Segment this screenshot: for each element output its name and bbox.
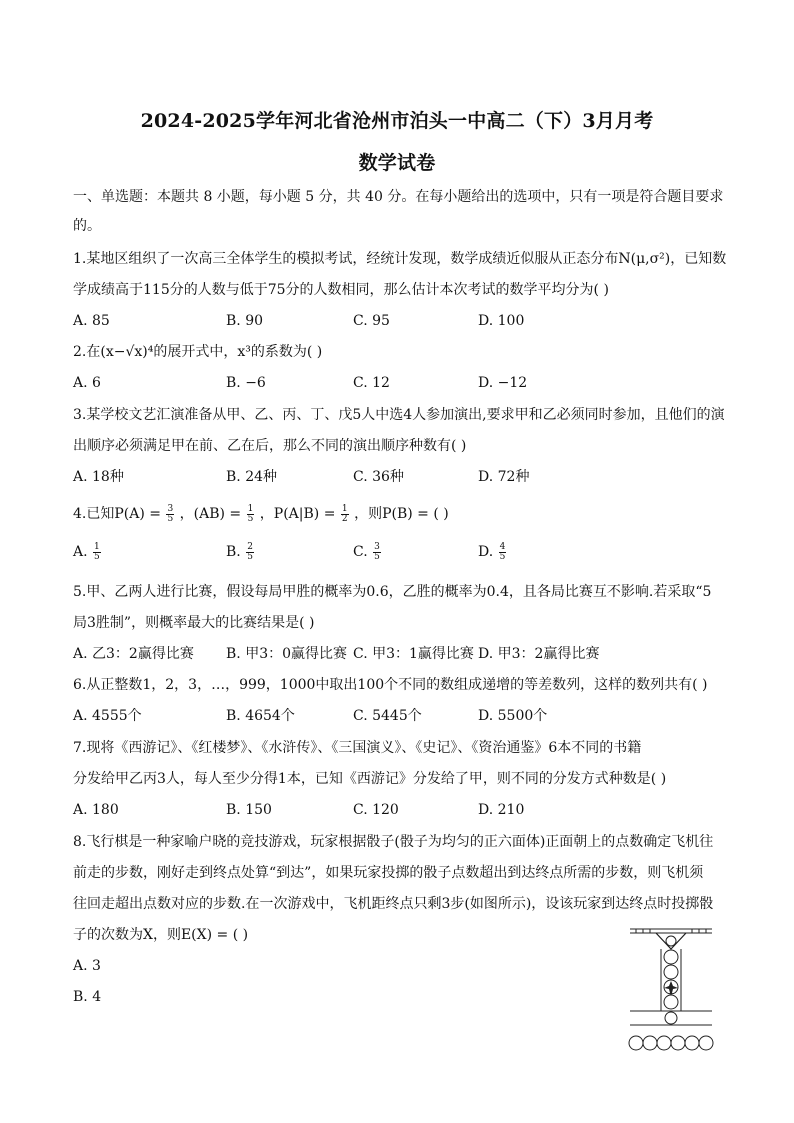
question-3-text-cont: 出顺序必须满足甲在前、乙在后，那么不同的演出顺序种数有( ) [73, 438, 467, 454]
q4-fraction-2 [247, 505, 255, 524]
q3-option-b: B. 24种 [226, 469, 278, 485]
question-7-text-cont: 分发给甲乙丙3人，每人至少分得1本，已知《西游记》分发给了甲，则不同的分发方式种数是( ) [73, 771, 667, 787]
exam-subtitle: 数学试卷 [358, 152, 436, 174]
q6-option-b: B. 4654个 [226, 708, 295, 724]
q1-option-d: D. 100 [478, 313, 525, 329]
question-8-text-line4: 子的次数为X，则E(X) = ( ) [73, 927, 249, 943]
q2-option-b: B. −6 [226, 375, 266, 391]
question-8-text: 8.飞行棋是一种家喻户晓的竞技游戏，玩家根据骰子(骰子为均匀的正六面体)正面朝上的点数确定飞机往 [73, 834, 714, 850]
q4-option-c-den: 5 [374, 551, 380, 562]
q4-option-d-fraction [499, 543, 507, 562]
q4-option-a-den: 5 [94, 551, 100, 562]
q4-fraction-3 [341, 505, 349, 524]
q1-option-c: C. 95 [353, 313, 390, 329]
q4-option-d-den: 5 [499, 551, 506, 562]
q4-option-a-label: A. [73, 544, 88, 560]
q4-f3-num: 1 [341, 503, 348, 514]
question-4-text [73, 504, 449, 524]
lane-cell-1 [664, 950, 678, 964]
q7-option-d: D. 210 [478, 802, 525, 818]
q4-option-d [478, 542, 507, 562]
q4-option-b-label: B. [226, 544, 241, 560]
q7-option-c: C. 120 [353, 802, 399, 818]
q8-option-b: B. 4 [73, 989, 102, 1005]
question-5-text-cont: 局3胜制”，则概率最大的比赛结果是( ) [73, 615, 315, 631]
q4-option-b [226, 542, 255, 562]
q4-f1-num: 3 [167, 503, 174, 514]
q4-option-c-num: 3 [374, 541, 380, 552]
question-7-text: 7.现将《西游记》、《红楼梦》、《水浒传》、《三国演义》、《史记》、《资治通鉴》6本不同的书籍 [73, 740, 642, 756]
q3-option-c: C. 36种 [353, 469, 404, 485]
bottom-cell-5 [685, 1036, 699, 1050]
question-1-text: 1.某地区组织了一次高三全体学生的模拟考试，经统计发现，数学成绩近似服从正态分布N(μ,σ²)，已知数 [73, 251, 727, 267]
exam-title: 2024-2025学年河北省沧州市泊头一中高二（下）3月月考 [140, 110, 654, 132]
q4-suffix: ，则P(B) = ( ) [354, 506, 449, 522]
q4-option-c [353, 542, 382, 562]
q4-option-c-label: C. [353, 544, 368, 560]
q4-option-c-fraction [373, 543, 381, 562]
q4-option-b-den: 5 [247, 551, 253, 562]
question-6-text: 6.从正整数1，2，3，…，999，1000中取出100个不同的数组成递增的等差数列，这样的数列共有( ) [73, 677, 708, 693]
bottom-cell-6 [699, 1036, 713, 1050]
q7-option-b: B. 150 [226, 802, 272, 818]
q4-f1-den: 5 [167, 513, 174, 524]
question-8-text-line3: 往回走超出点数对应的步数.在一次游戏中，飞机距终点只剩3步(如图所示)，设该玩家到达终点时投掷骰 [73, 896, 714, 912]
bottom-cell-1 [629, 1036, 643, 1050]
q2-option-c: C. 12 [353, 375, 390, 391]
q4-f3-den: 2 [341, 513, 348, 524]
bottom-cell-4 [671, 1036, 685, 1050]
question-3-text: 3.某学校文艺汇演准备从甲、乙、丙、丁、戊5人中选4人参加演出,要求甲和乙必须同时参加，且他们的演 [73, 407, 725, 423]
q5-option-c: C. 甲3：1赢得比赛 [353, 646, 474, 662]
lane-cell-2 [664, 965, 678, 979]
bottom-cell-3 [657, 1036, 671, 1050]
q4-fraction-1 [166, 505, 174, 524]
q4-mid-1: ，(AB) = [179, 506, 242, 522]
q3-option-d: D. 72种 [478, 469, 530, 485]
q5-option-a: A. 乙3：2赢得比赛 [73, 646, 194, 662]
q2-option-d: D. −12 [478, 375, 528, 391]
q4-option-b-fraction [246, 543, 254, 562]
section-heading-cont: 的。 [73, 218, 101, 234]
q7-option-a: A. 180 [73, 802, 119, 818]
finish-circle [666, 936, 676, 946]
bottom-cell-2 [643, 1036, 657, 1050]
q4-f2-den: 5 [247, 513, 254, 524]
q5-option-b: B. 甲3：0赢得比赛 [226, 646, 348, 662]
q4-option-a-num: 1 [94, 541, 100, 552]
q4-option-d-num: 4 [499, 541, 506, 552]
q4-f2-num: 1 [247, 503, 254, 514]
flight-chess-board-figure [626, 925, 716, 1055]
q2-option-a: A. 6 [73, 375, 101, 391]
question-5-text: 5.甲、乙两人进行比赛，假设每局甲胜的概率为0.6，乙胜的概率为0.4，且各局比赛互不影响.若采取“5 [73, 584, 712, 600]
q8-option-a: A. 3 [73, 958, 101, 974]
lane-entry-cell [665, 1012, 677, 1024]
q3-option-a: A. 18种 [73, 469, 124, 485]
lane-cell-4 [664, 995, 678, 1009]
q5-option-d: D. 甲3：2赢得比赛 [478, 646, 600, 662]
section-heading: 一、单选题：本题共 8 小题，每小题 5 分，共 40 分。在每小题给出的选项中，只有一项是符合题目要求 [73, 189, 724, 205]
q4-mid-2: ，P(A|B) = [259, 506, 336, 522]
question-2-text: 2.在(x−√x)⁴的展开式中，x³的系数为( ) [73, 344, 323, 360]
q1-option-b: B. 90 [226, 313, 264, 329]
q4-option-a-fraction [93, 543, 101, 562]
q4-option-b-num: 2 [247, 541, 253, 552]
finish-triangle [656, 933, 686, 949]
q4-option-d-label: D. [478, 544, 494, 560]
board-top-edge [630, 933, 712, 949]
q6-option-d: D. 5500个 [478, 708, 548, 724]
question-8-text-line2: 前走的步数，刚好走到终点处算“到达”，如果玩家投掷的骰子点数超出到达终点所需的步数，则飞机须 [73, 865, 704, 881]
q6-option-a: A. 4555个 [73, 708, 142, 724]
q4-prefix: 4.已知P(A) = [73, 506, 161, 522]
q4-option-a [73, 542, 102, 562]
q1-option-a: A. 85 [73, 313, 110, 329]
question-1-text-cont: 学成绩高于115分的人数与低于75分的人数相同，那么估计本次考试的数学平均分为( ) [73, 282, 609, 298]
q6-option-c: C. 5445个 [353, 708, 422, 724]
